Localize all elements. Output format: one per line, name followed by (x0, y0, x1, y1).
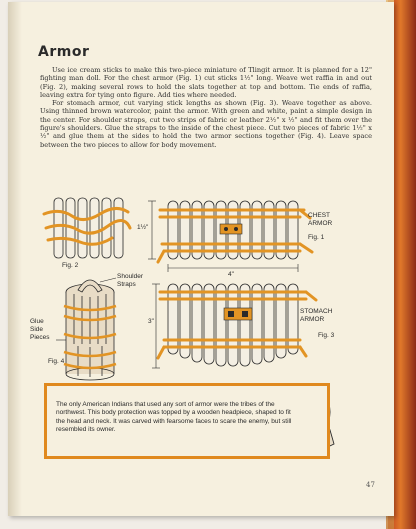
page-number: 47 (366, 481, 375, 489)
label-fig3: Fig. 3 (318, 332, 335, 339)
label-dim-stomach-height: 3" (148, 318, 154, 325)
instructions-text (40, 66, 372, 149)
label-fig2: Fig. 2 (62, 262, 79, 269)
paragraph-1: Use ice cream sticks to make this two-piece miniature of Tlingit armor. It is planned for a 12" fighting man doll. For the chest armor (Fig. 1) cut sticks 1½" long. Weave wet raffia in and out (Fig. 2), making several rows to hold the slats together at top and bottom. Tie ends of raffia, leaving extra for tying onto figure. Add ties where needed. (40, 66, 372, 99)
label-fig1: Fig. 1 (308, 234, 325, 241)
label-shoulder-straps: Shoulder Straps (117, 273, 144, 288)
label-dim-height: 1½" (137, 224, 149, 231)
label-chest-armor: CHEST ARMOR (308, 212, 333, 227)
label-stomach-armor: STOMACH ARMOR (300, 308, 333, 323)
label-glue-side-pieces: Glue Side Pieces (30, 318, 50, 341)
history-note-text: The only American Indians that used any sort of armor were the tribes of the northwest. This body protection was topped by a wooden headpiece, shaped to fit the head and neck. It was carved with fearsome faces to scare the enemy, but still resembled its owner. (56, 401, 292, 433)
page-gutter (8, 2, 22, 516)
label-fig4: Fig. 4 (48, 358, 65, 365)
label-dim-width: 4" (228, 271, 234, 278)
paragraph-2: For stomach armor, cut varying stick lengths as shown (Fig. 3). Weave together as above. Using thinned brown watercolor, paint the armor. With green and white, paint a simple design in the center. For shoulder straps, cut two strips of fabric or leather 2½" x ½" and fit them over the figure's shoulders. Glue the straps to the inside of the chest piece. Cut two pieces of fabric 1½" x ½" and glue them at the sides to hold the two armor sections together (Fig. 4). Leave space between the two pieces to allow for body movement. (40, 99, 372, 149)
page-title: Armor (38, 44, 90, 60)
